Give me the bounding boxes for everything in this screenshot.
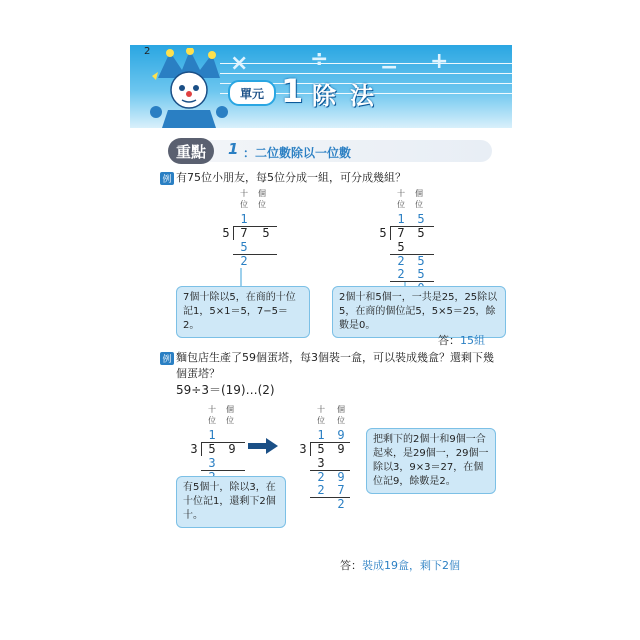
example-2-question: 麵包店生產了59個蛋塔，每3個裝一盒，可以裝成幾盒？還剩下幾個蛋塔？ [176,351,494,380]
plus-sign: + [430,49,449,74]
example-2-mark: 例 [160,352,174,365]
unit-title: 除法 [312,82,388,110]
example-2-note-a: 有5個十，除以3，在十位記1，還剩下2個十。 [176,476,286,528]
key-point-tag: 重點 [168,138,214,164]
key-point-number: 1 [228,140,239,158]
example-1-question: 有75位小朋友，每5位分成一組，可分成幾組？ [176,171,406,184]
example-2-answer: 答：裝成19盒，剩下2個 [340,559,460,572]
example-1-note-b: 2個十和5個一，一共是25，25除以5，在商的個位記5，5×5＝25，餘數是0。 [332,286,506,338]
clown-mascot-icon [150,48,228,128]
minus-sign: − [380,55,399,80]
example-1-mark: 例 [160,172,174,185]
divide-sign: ÷ [310,47,329,72]
arrow-right-icon [248,438,278,454]
unit-label-badge: 單元 [228,80,276,106]
example-2-equation: 59÷3＝(19)…(2) [176,383,275,397]
unit-number: 1 [281,72,304,110]
example-1-answer: 答：15組 [438,334,485,347]
example-1-note-a: 7個十除以5，在商的十位記1，5×1＝5，7−5＝2。 [176,286,310,338]
example-2-note-b: 把剩下的2個十和9個一合起來，是29個一，29個一除以3，9×3＝27，在個位記9，餘數是2。 [366,428,496,494]
multiply-sign: × [230,51,249,76]
page-number: 2 [144,46,151,57]
key-point-text: ：二位數除以一位數 [243,146,352,160]
